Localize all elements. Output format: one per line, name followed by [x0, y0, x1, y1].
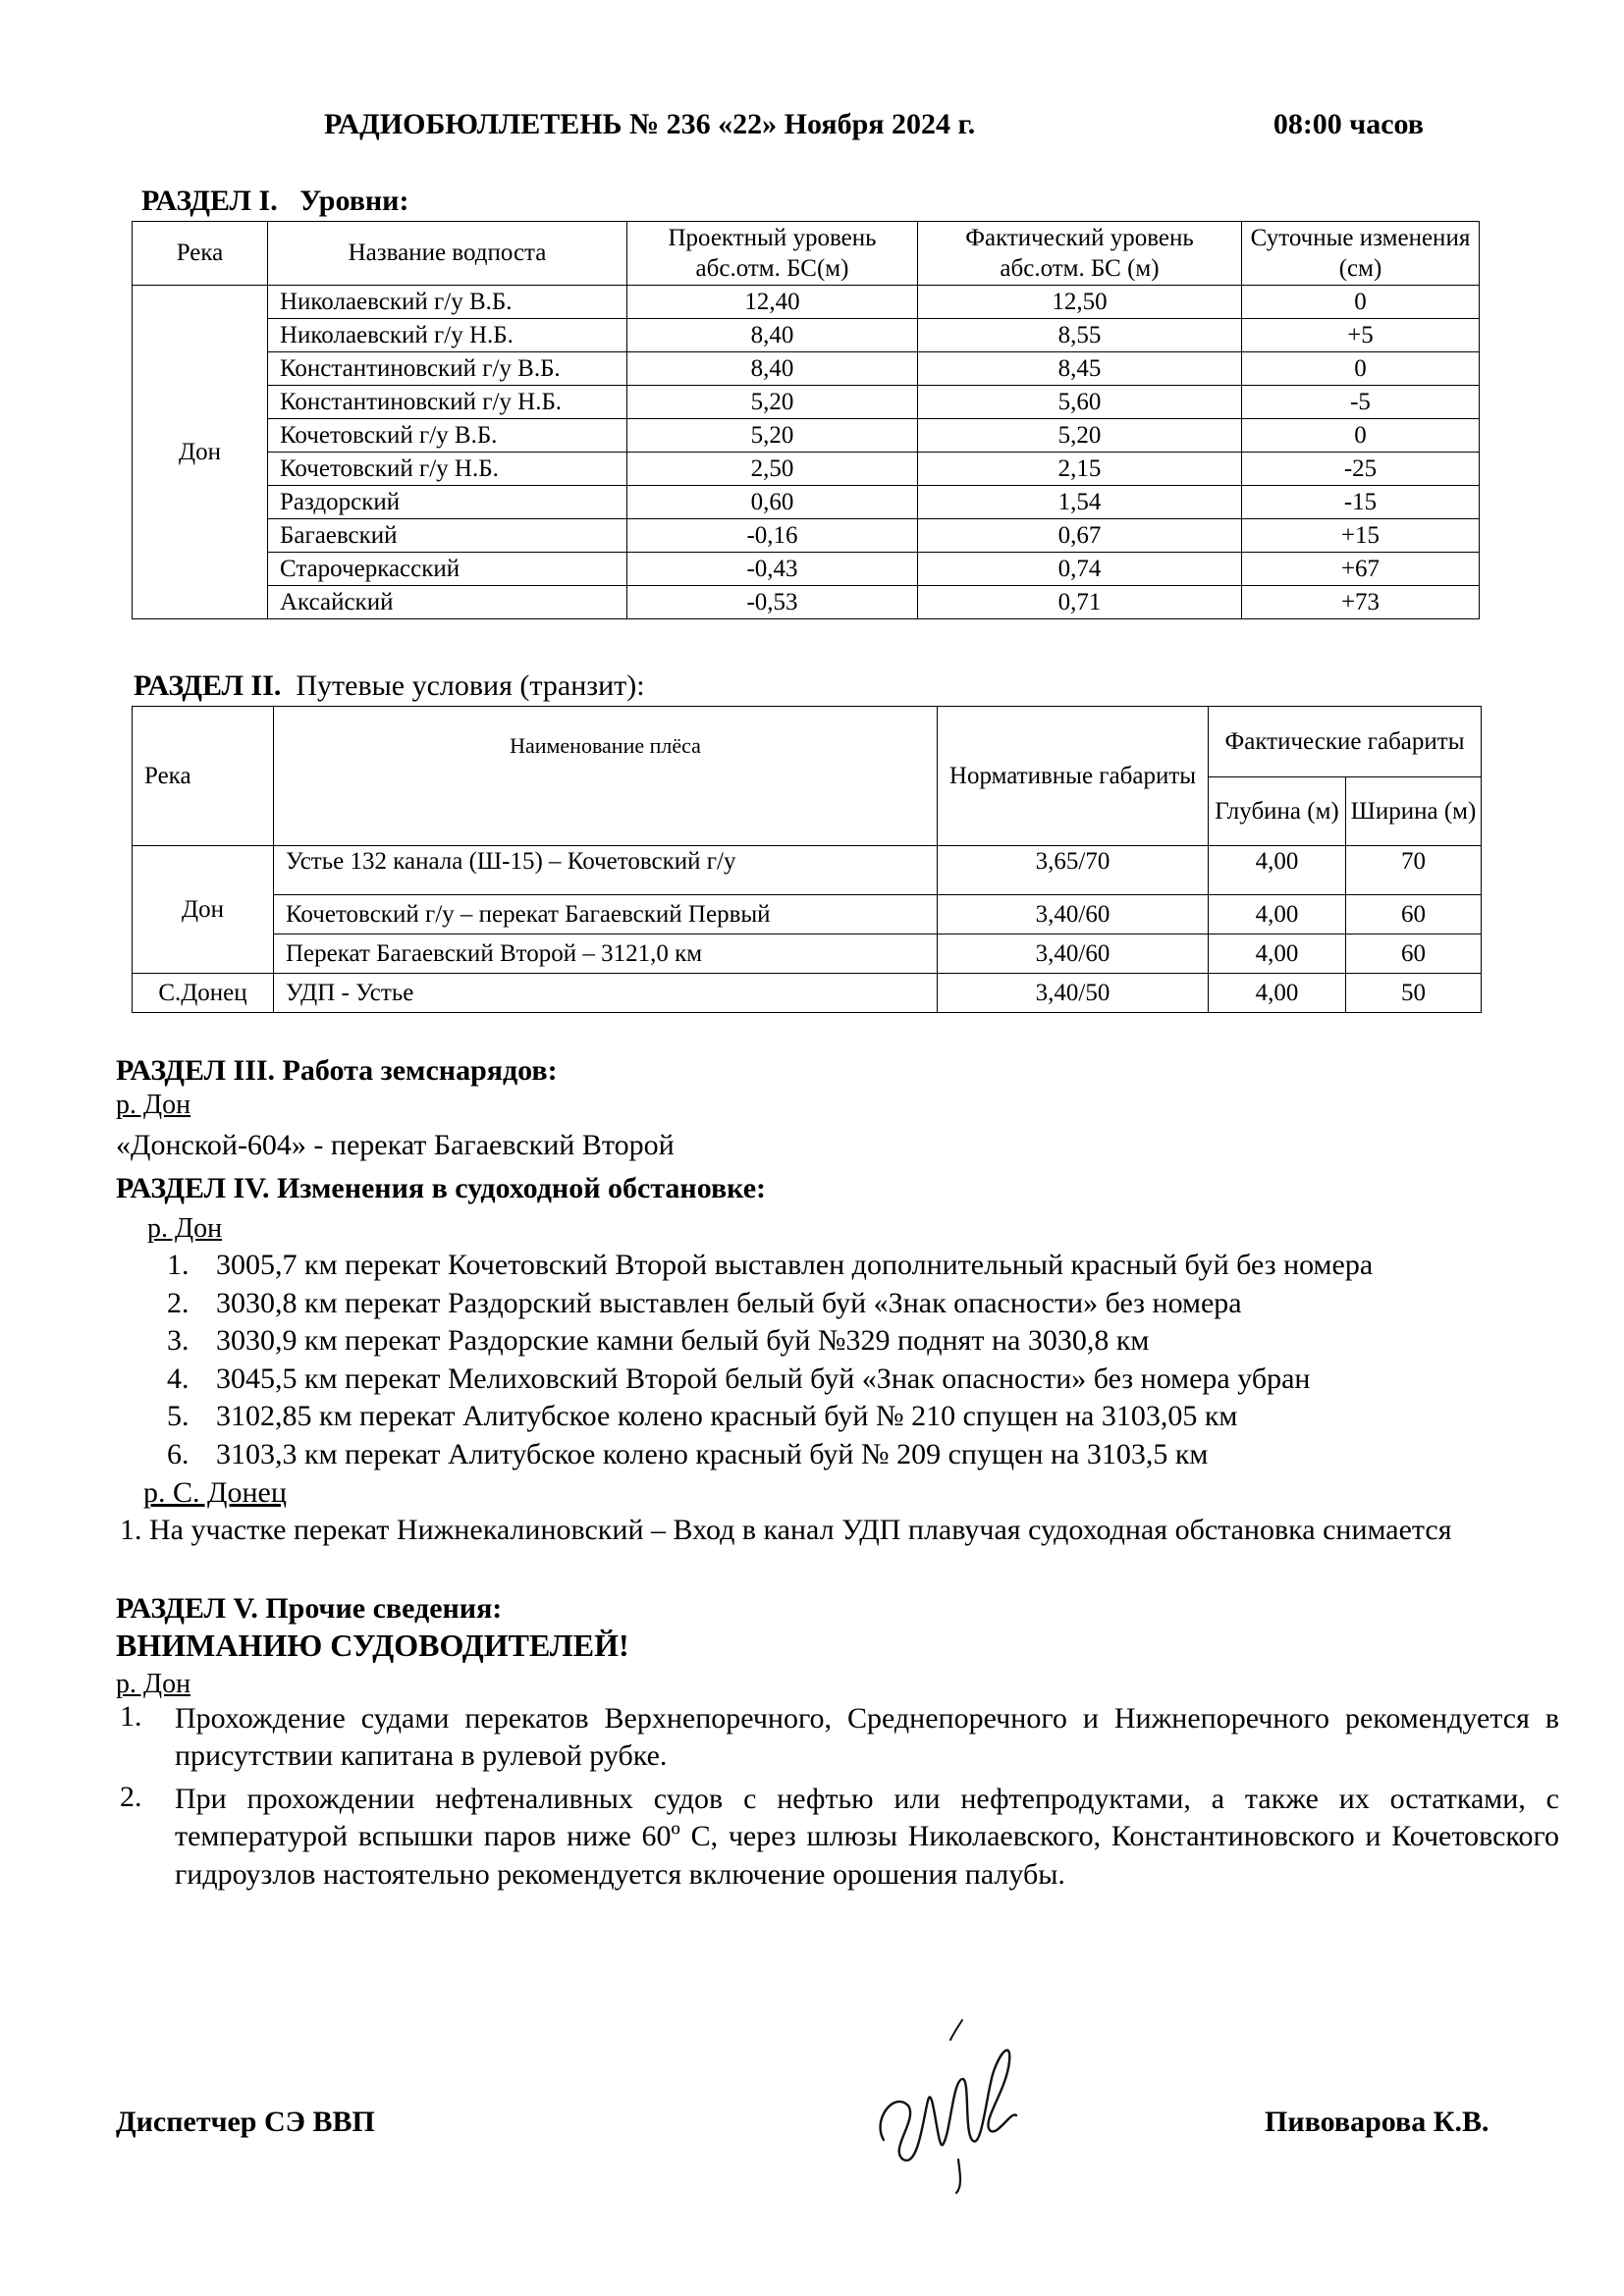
- col-post: Название водпоста: [268, 222, 627, 286]
- transit-table: [132, 706, 1482, 1013]
- project-level-cell: 12,40: [627, 286, 918, 319]
- transit-row: [133, 974, 1482, 1013]
- plesa-cell: Устье 132 канала (Ш-15) – Кочетовский г/у: [274, 846, 938, 895]
- daily-change-cell: 0: [1242, 286, 1480, 319]
- actual-level-cell: 5,60: [918, 386, 1242, 419]
- post-cell: Кочетовский г/у В.Б.: [268, 419, 627, 453]
- col-river: Река: [133, 707, 274, 846]
- post-cell: Аксайский: [268, 586, 627, 619]
- col-actual-level: Фактический уровень абс.отм. БС (м): [918, 222, 1242, 286]
- project-level-cell: 8,40: [627, 352, 918, 386]
- post-cell: Константиновский г/у В.Б.: [268, 352, 627, 386]
- width-cell: 70: [1346, 846, 1482, 895]
- signature-name: Пивоварова К.В.: [1265, 2106, 1489, 2138]
- transit-row: [133, 895, 1482, 934]
- section5-item-1: [116, 1700, 1559, 1776]
- col-depth: Глубина (м): [1209, 777, 1346, 846]
- depth-cell: 4,00: [1209, 846, 1346, 895]
- list-item-number: 5.: [167, 1400, 189, 1432]
- list-item-number: 3.: [167, 1324, 189, 1357]
- daily-change-cell: +67: [1242, 553, 1480, 586]
- levels-row: [133, 286, 1480, 319]
- actual-level-cell: 8,55: [918, 319, 1242, 352]
- section4-donets-text: 1. На участке перекат Нижнекалиновский – Вход в канал УДП плавучая судоходная обстановка снимается: [120, 1514, 1452, 1546]
- col-actual-gabarity: Фактические габариты: [1209, 707, 1482, 777]
- bulletin-title: РАДИОБЮЛЛЕТЕНЬ № 236 «22» Ноября 2024 г.: [324, 108, 976, 140]
- list-item-number: 6.: [167, 1437, 189, 1470]
- item-text: Прохождение судами перекатов Верхнепоречного, Среднепоречного и Нижнепоречного рекомендуется в присутствии капитана в рулевой рубке.: [175, 1702, 1559, 1773]
- item-number: 1.: [120, 1700, 142, 1733]
- normative-cell: 3,40/60: [938, 895, 1209, 934]
- levels-row: [133, 453, 1480, 486]
- river-cell: Дон: [133, 286, 268, 619]
- post-cell: Кочетовский г/у Н.Б.: [268, 453, 627, 486]
- list-item-text: 3030,9 км перекат Раздорские камни белый буй №329 поднят на 3030,8 км: [216, 1324, 1150, 1357]
- transit-row: [133, 934, 1482, 974]
- levels-row: [133, 419, 1480, 453]
- section2-label: РАЗДЕЛ II.: [134, 669, 282, 702]
- bulletin-time: 08:00 часов: [1272, 108, 1424, 140]
- levels-row: [133, 586, 1480, 619]
- section5-attention: ВНИМАНИЮ СУДОВОДИТЕЛЕЙ!: [116, 1628, 629, 1663]
- transit-header-row-1: [133, 707, 1482, 777]
- post-cell: Николаевский г/у Н.Б.: [268, 319, 627, 352]
- signature-position: Диспетчер СЭ ВВП: [116, 2106, 375, 2138]
- list-item-number: 2.: [167, 1286, 189, 1319]
- bulletin-header: [324, 108, 1424, 149]
- levels-row: [133, 553, 1480, 586]
- normative-cell: 3,40/50: [938, 974, 1209, 1013]
- river-cell: С.Донец: [133, 974, 274, 1013]
- daily-change-cell: 0: [1242, 419, 1480, 453]
- list-item-text: 3005,7 км перекат Кочетовский Второй выставлен дополнительный красный буй без номера: [216, 1249, 1374, 1281]
- plesa-cell: Кочетовский г/у – перекат Багаевский Первый: [274, 895, 938, 934]
- actual-level-cell: 2,15: [918, 453, 1242, 486]
- post-cell: Багаевский: [268, 519, 627, 553]
- section5-title: РАЗДЕЛ V. Прочие сведения:: [116, 1592, 503, 1625]
- project-level-cell: -0,43: [627, 553, 918, 586]
- section1-heading: [141, 185, 408, 218]
- actual-level-cell: 12,50: [918, 286, 1242, 319]
- section2-heading: [134, 669, 645, 703]
- list-item-number: 1.: [167, 1249, 189, 1281]
- col-river: Река: [133, 222, 268, 286]
- normative-cell: 3,65/70: [938, 846, 1209, 895]
- daily-change-cell: +5: [1242, 319, 1480, 352]
- transit-row: [133, 846, 1482, 895]
- section4-don-label: р. Дон: [147, 1213, 223, 1244]
- depth-cell: 4,00: [1209, 895, 1346, 934]
- daily-change-cell: +73: [1242, 586, 1480, 619]
- actual-level-cell: 0,74: [918, 553, 1242, 586]
- actual-level-cell: 1,54: [918, 486, 1242, 519]
- project-level-cell: 8,40: [627, 319, 918, 352]
- actual-level-cell: 0,67: [918, 519, 1242, 553]
- post-cell: Раздорский: [268, 486, 627, 519]
- project-level-cell: 5,20: [627, 419, 918, 453]
- daily-change-cell: 0: [1242, 352, 1480, 386]
- daily-change-cell: -15: [1242, 486, 1480, 519]
- section3-title: РАЗДЕЛ III. Работа земснарядов:: [116, 1054, 558, 1087]
- daily-change-cell: -25: [1242, 453, 1480, 486]
- section5-item-2: [116, 1781, 1559, 1894]
- width-cell: 60: [1346, 895, 1482, 934]
- item-number: 2.: [120, 1781, 142, 1813]
- section3-text: «Донской-604» - перекат Багаевский Второй: [116, 1129, 675, 1161]
- actual-level-cell: 5,20: [918, 419, 1242, 453]
- levels-row: [133, 519, 1480, 553]
- section1-label: РАЗДЕЛ I.: [141, 185, 278, 217]
- levels-row: [133, 486, 1480, 519]
- section4-donets-label: р. С. Донец: [143, 1476, 287, 1509]
- section5-river: р. Дон: [116, 1669, 191, 1699]
- daily-change-cell: -5: [1242, 386, 1480, 419]
- list-item-number: 4.: [167, 1362, 189, 1395]
- normative-cell: 3,40/60: [938, 934, 1209, 974]
- col-plesa: Наименование плёса: [274, 707, 938, 846]
- plesa-cell: Перекат Багаевский Второй – 3121,0 км: [274, 934, 938, 974]
- col-width: Ширина (м): [1346, 777, 1482, 846]
- post-cell: Константиновский г/у Н.Б.: [268, 386, 627, 419]
- section4-title: РАЗДЕЛ IV. Изменения в судоходной обстановке:: [116, 1172, 767, 1204]
- handwritten-signature: [864, 2012, 1041, 2199]
- river-cell: Дон: [133, 846, 274, 974]
- depth-cell: 4,00: [1209, 974, 1346, 1013]
- project-level-cell: -0,16: [627, 519, 918, 553]
- levels-table: [132, 221, 1480, 619]
- width-cell: 60: [1346, 934, 1482, 974]
- levels-row: [133, 352, 1480, 386]
- list-item-text: 3030,8 км перекат Раздорский выставлен белый буй «Знак опасности» без номера: [216, 1286, 1242, 1319]
- project-level-cell: -0,53: [627, 586, 918, 619]
- list-item-text: 3103,3 км перекат Алитубское колено красный буй № 209 спущен на 3103,5 км: [216, 1437, 1209, 1470]
- project-level-cell: 2,50: [627, 453, 918, 486]
- col-project-level: Проектный уровень абс.отм. БС(м): [627, 222, 918, 286]
- list-item-text: 3102,85 км перекат Алитубское колено красный буй № 210 спущен на 3103,05 км: [216, 1400, 1238, 1432]
- list-item-text: 3045,5 км перекат Мелиховский Второй белый буй «Знак опасности» без номера убран: [216, 1362, 1311, 1395]
- width-cell: 50: [1346, 974, 1482, 1013]
- section2-title: Путевые условия (транзит):: [296, 669, 645, 702]
- actual-level-cell: 0,71: [918, 586, 1242, 619]
- depth-cell: 4,00: [1209, 934, 1346, 974]
- levels-row: [133, 319, 1480, 352]
- plesa-cell: УДП - Устье: [274, 974, 938, 1013]
- post-cell: Николаевский г/у В.Б.: [268, 286, 627, 319]
- levels-header-row: [133, 222, 1480, 286]
- post-cell: Старочеркасский: [268, 553, 627, 586]
- section3-river: р. Дон: [116, 1090, 191, 1120]
- project-level-cell: 0,60: [627, 486, 918, 519]
- daily-change-cell: +15: [1242, 519, 1480, 553]
- section1-title: Уровни:: [299, 185, 409, 217]
- col-daily-change: Суточные изменения (см): [1242, 222, 1480, 286]
- actual-level-cell: 8,45: [918, 352, 1242, 386]
- item-text: При прохождении нефтеналивных судов с нефтью или нефтепродуктами, а также их остатками, с температурой вспышки паров ниже 60º С, через шлюзы Николаевского, Константиновского и Кочетовского гидроузлов настоятельно рекомендуется включение орошения палубы.: [175, 1783, 1559, 1891]
- project-level-cell: 5,20: [627, 386, 918, 419]
- col-normative: Нормативные габариты: [938, 707, 1209, 846]
- levels-row: [133, 386, 1480, 419]
